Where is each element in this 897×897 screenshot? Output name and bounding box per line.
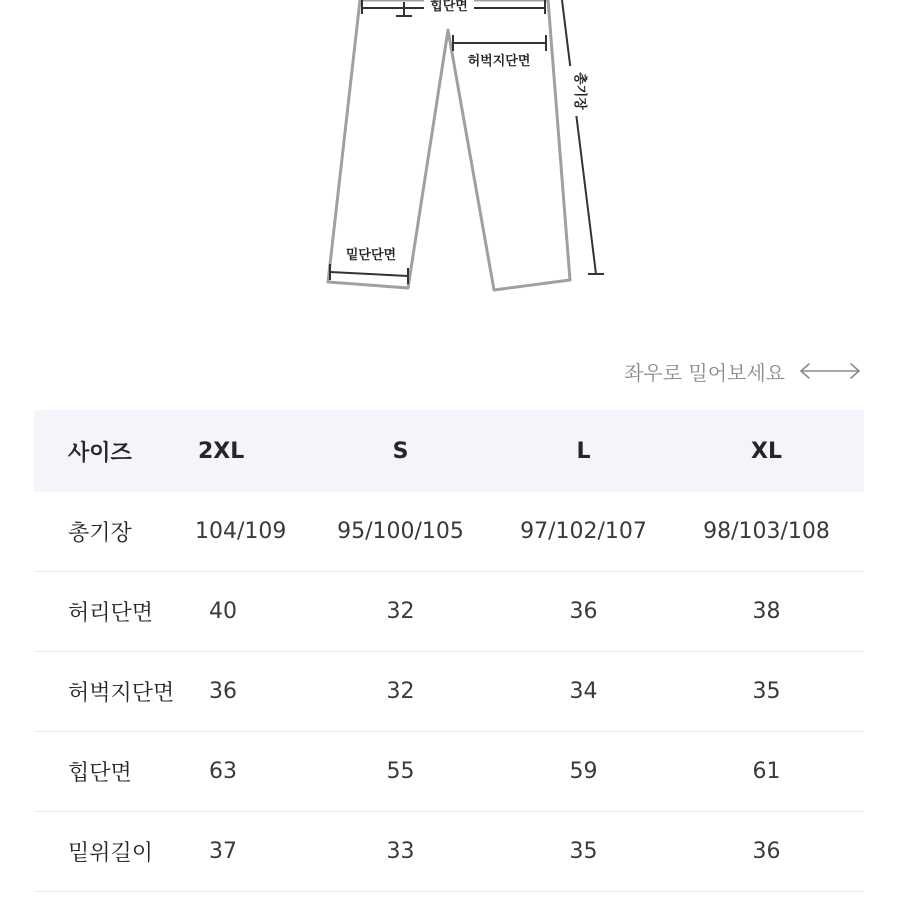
row-value-l: 97/102/107 <box>520 519 647 544</box>
row-label: 밑위길이 <box>68 841 154 866</box>
header-size-xl: XL <box>751 438 782 464</box>
table-row-total-length <box>34 492 864 572</box>
table-header-row <box>34 410 864 492</box>
row-value-s: 95/100/105 <box>337 519 464 544</box>
row-value-2xl: 37 <box>209 839 237 864</box>
row-value-s: 32 <box>386 599 415 624</box>
pants-measurement-diagram <box>0 0 897 310</box>
hem-label: 밑단단면 <box>345 248 397 263</box>
header-size-l: L <box>576 438 591 464</box>
table-row-waist <box>34 572 864 652</box>
pants-outline <box>0 0 897 310</box>
table-row-hip <box>34 732 864 812</box>
row-value-xl: 61 <box>752 759 781 784</box>
row-value-l: 35 <box>569 839 598 864</box>
hip-label: 힙단면 <box>430 0 468 14</box>
row-value-xl: 35 <box>752 679 781 704</box>
row-value-xl: 36 <box>752 839 781 864</box>
swipe-hint <box>624 356 861 386</box>
row-label: 허벅지단면 <box>68 681 175 706</box>
row-value-s: 33 <box>386 839 415 864</box>
header-size-2xl: 2XL <box>198 438 245 464</box>
row-value-xl: 98/103/108 <box>703 519 830 544</box>
row-value-l: 59 <box>569 759 598 784</box>
table-row-rise <box>34 812 864 892</box>
thigh-label: 허벅지단면 <box>467 54 531 69</box>
row-value-l: 34 <box>569 679 598 704</box>
row-value-2xl: 63 <box>209 759 237 784</box>
row-label: 총기장 <box>68 521 132 546</box>
row-value-2xl: 36 <box>209 679 237 704</box>
row-value-2xl: 40 <box>209 599 237 624</box>
row-value-2xl: 104/109 <box>195 519 287 544</box>
size-table[interactable] <box>34 410 864 892</box>
row-value-xl: 38 <box>752 599 781 624</box>
length-measure-line <box>562 0 604 274</box>
row-value-s: 32 <box>386 679 415 704</box>
swipe-hint-text: 좌우로 밀어보세요 <box>624 360 785 385</box>
row-label: 허리단면 <box>68 601 154 626</box>
row-label: 힙단면 <box>68 761 132 786</box>
header-size-label: 사이즈 <box>68 440 132 466</box>
left-right-arrow-icon <box>799 361 861 381</box>
length-label: 총기장 <box>572 72 587 110</box>
table-row-thigh <box>34 652 864 732</box>
row-value-s: 55 <box>386 759 415 784</box>
header-size-s: S <box>392 438 409 464</box>
row-value-l: 36 <box>569 599 598 624</box>
